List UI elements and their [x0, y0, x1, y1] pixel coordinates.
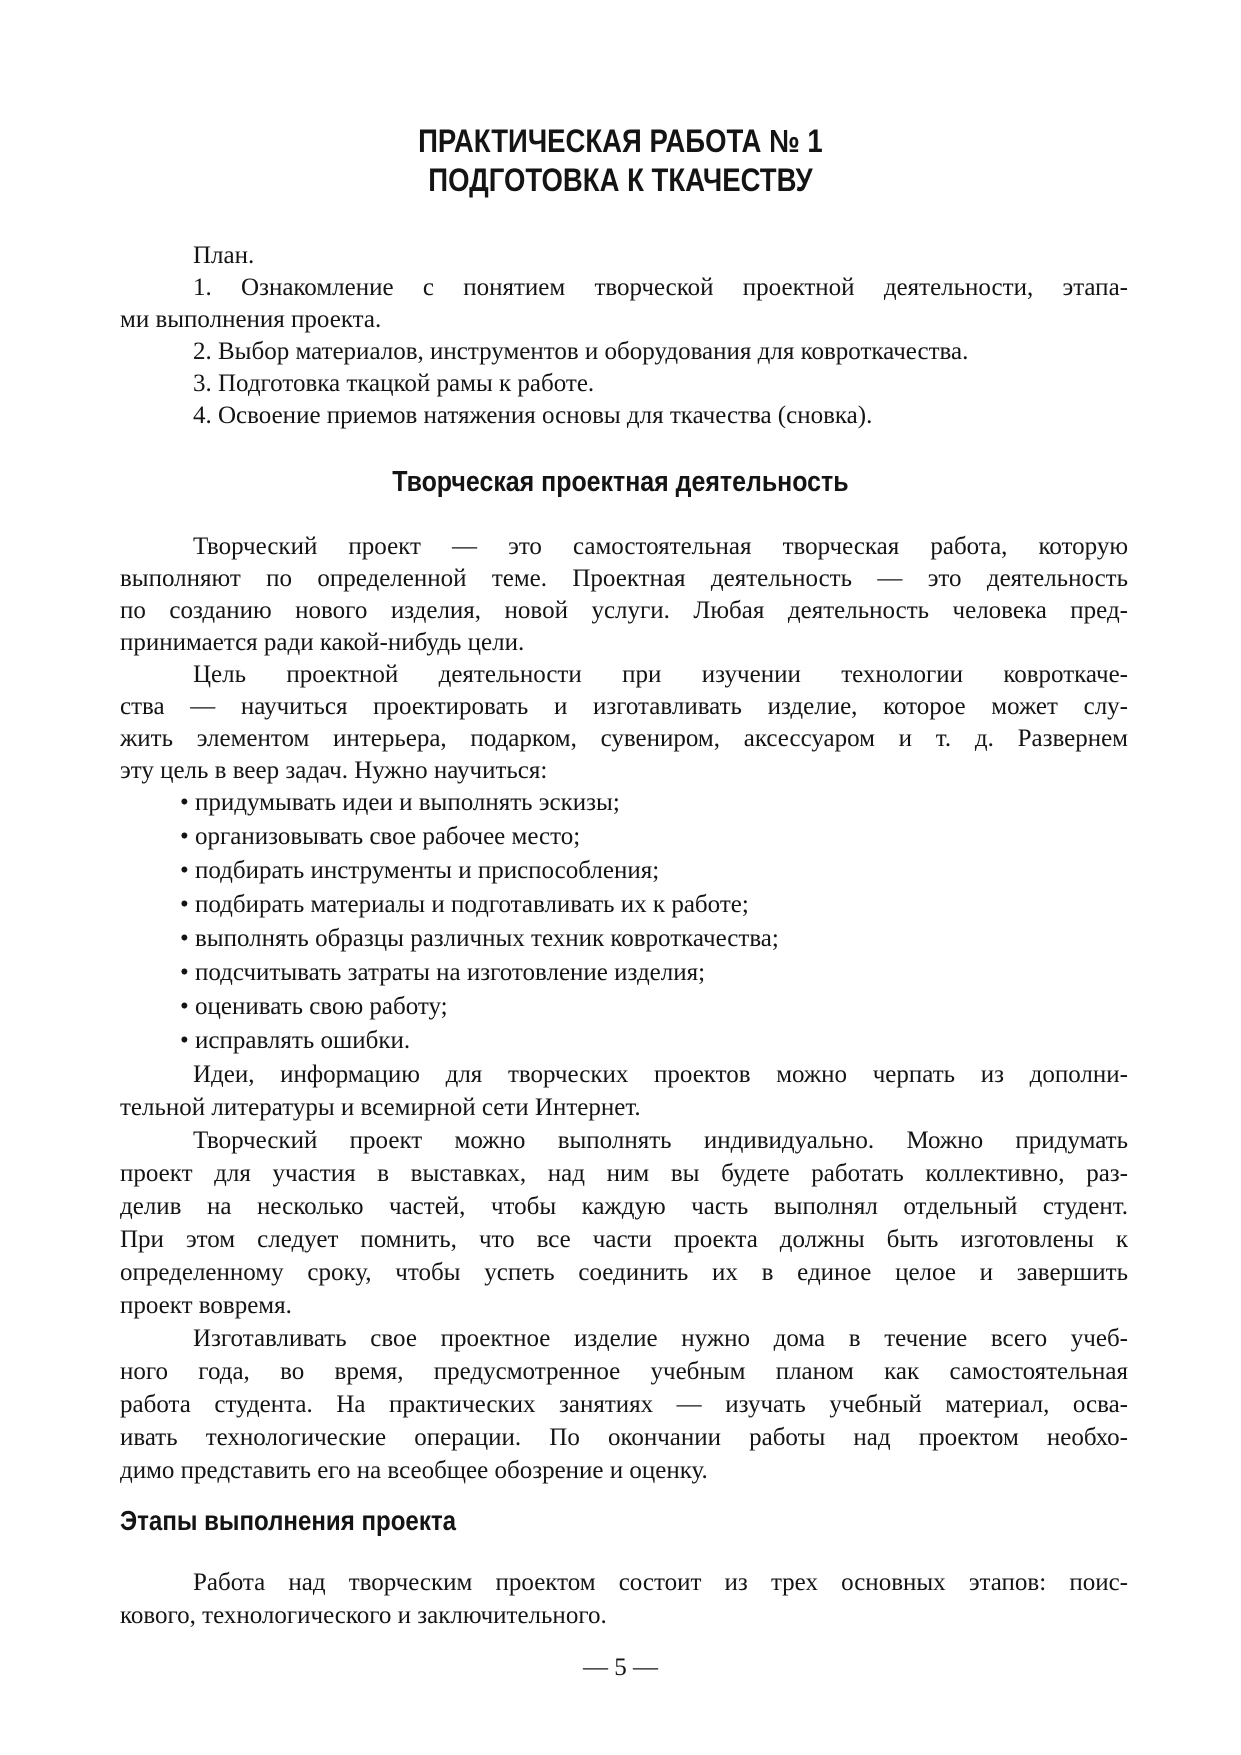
paragraph-line: проект для участия в выставках, над ним вы будете работать коллективно, раз- — [120, 1160, 1128, 1187]
plan-label: План. — [193, 242, 255, 269]
bullet-item: • выполнять образцы различных техник ковроткачества; — [180, 925, 779, 952]
paragraph-line: проект вовремя. — [120, 1292, 292, 1319]
paragraph-line: жить элементом интерьера, подарком, сувениром, аксессуаром и т. д. Развернем — [120, 725, 1128, 752]
paragraph-line: принимается ради какой-нибудь цели. — [120, 629, 525, 656]
paragraph-line: эту цель в веер задач. Нужно научиться: — [120, 757, 548, 784]
paragraph-line: выполняют по определенной теме. Проектная деятельность — это деятельность — [120, 565, 1128, 592]
plan-item-1-cont: ми выполнения проекта. — [120, 306, 382, 333]
plan-item-2: 2. Выбор материалов, инструментов и оборудования для ковроткачества. — [193, 338, 969, 365]
bullet-item: • исправлять ошибки. — [180, 1027, 411, 1054]
page-number: — 5 — — [583, 1654, 658, 1681]
paragraph-line: кового, технологического и заключительного. — [120, 1602, 607, 1629]
paragraph-line: Идеи, информацию для творческих проектов можно черпать из дополни- — [193, 1061, 1128, 1088]
paragraph-line: Изготавливать свое проектное изделие нужно дома в течение всего учеб- — [193, 1325, 1128, 1352]
paragraph-line: работа студента. На практических занятиях — изучать учебный материал, осва- — [120, 1391, 1128, 1418]
plan-item-1: 1. Ознакомление с понятием творческой проектной деятельности, этапа- — [193, 274, 1128, 301]
title-line-2: ПОДГОТОВКА К ТКАЧЕСТВУ — [428, 162, 813, 198]
bullet-item: • организовывать свое рабочее место; — [180, 823, 581, 850]
paragraph-line: Цель проектной деятельности при изучении технологии ковроткаче- — [193, 661, 1128, 688]
section-heading-project-stages: Этапы выполнения проекта — [120, 1505, 457, 1536]
paragraph-line: димо представить его на всеобщее обозрение и оценку. — [120, 1457, 708, 1484]
bullet-item: • оценивать свою работу; — [180, 993, 448, 1020]
bullet-item: • подбирать материалы и подготавливать их к работе; — [180, 891, 749, 918]
bullet-item: • подсчитывать затраты на изготовление изделия; — [180, 959, 706, 986]
paragraph-line: При этом следует помнить, что все части проекта должны быть изготовлены к — [120, 1226, 1128, 1253]
section-heading-creative-project: Творческая проектная деятельность — [392, 466, 849, 498]
paragraph-line: ства — научиться проектировать и изготавливать изделие, которое может слу- — [120, 693, 1128, 720]
plan-item-4: 4. Освоение приемов натяжения основы для ткачества (сновка). — [193, 402, 873, 429]
paragraph-line: делив на несколько частей, чтобы каждую часть выполнял отдельный студент. — [120, 1193, 1128, 1220]
paragraph-line: Работа над творческим проектом состоит из трех основных этапов: поис- — [193, 1569, 1128, 1596]
title-line-1: ПРАКТИЧЕСКАЯ РАБОТА № 1 — [418, 123, 823, 159]
paragraph-line: ивать технологические операции. По окончании работы над проектом необхо- — [120, 1424, 1128, 1451]
paragraph-line: Творческий проект можно выполнять индивидуально. Можно придумать — [193, 1127, 1128, 1154]
paragraph-line: по созданию нового изделия, новой услуги. Любая деятельность человека пред- — [120, 597, 1128, 624]
paragraph-line: ного года, во время, предусмотренное учебным планом как самостоятельная — [120, 1358, 1128, 1385]
paragraph-line: тельной литературы и всемирной сети Интернет. — [120, 1094, 641, 1121]
paragraph-line: Творческий проект — это самостоятельная творческая работа, которую — [193, 533, 1128, 560]
bullet-item: • придумывать идеи и выполнять эскизы; — [180, 789, 620, 816]
plan-item-3: 3. Подготовка ткацкой рамы к работе. — [193, 370, 595, 397]
paragraph-line: определенному сроку, чтобы успеть соединить их в единое целое и завершить — [120, 1259, 1128, 1286]
bullet-item: • подбирать инструменты и приспособления; — [180, 857, 660, 884]
